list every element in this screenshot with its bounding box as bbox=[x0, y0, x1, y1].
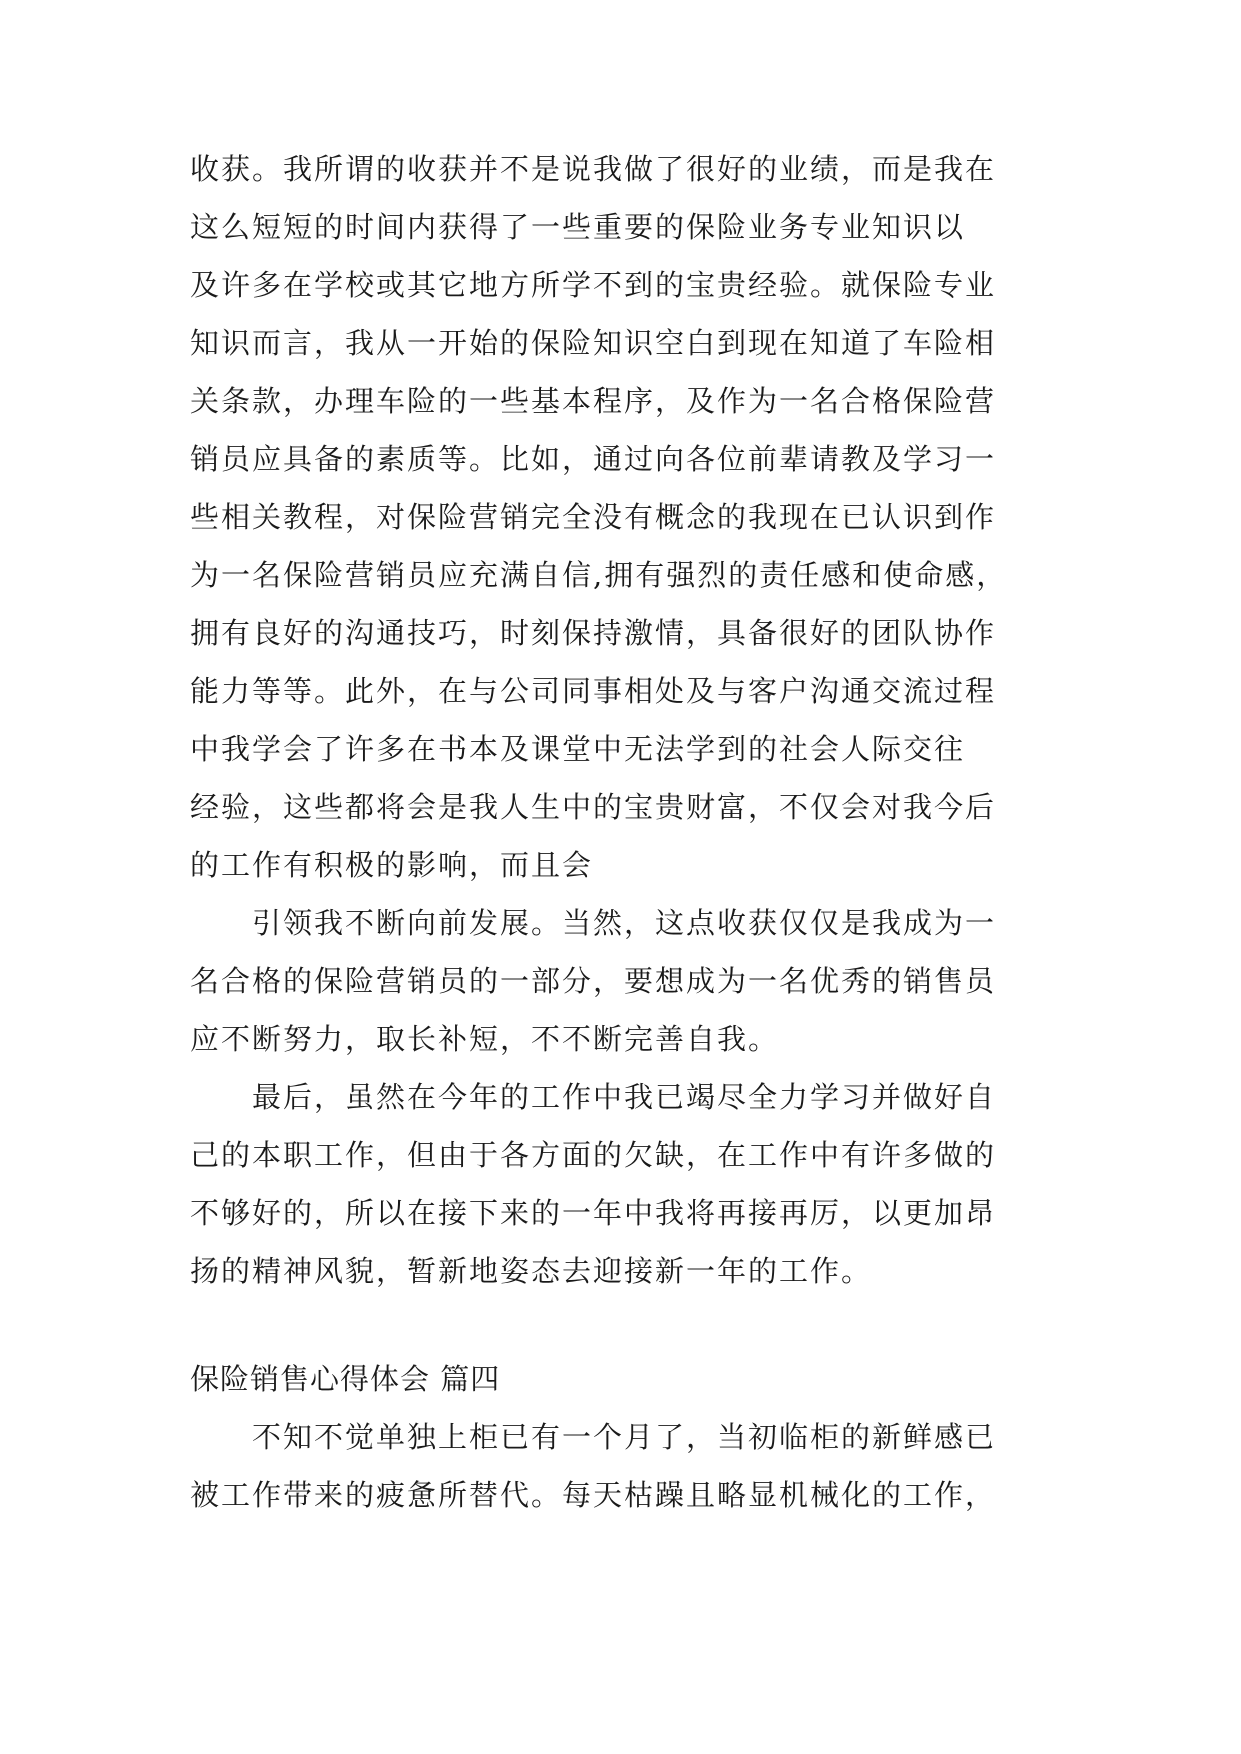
paragraph-line: 应不断努力，取长补短，不不断完善自我。 bbox=[190, 1022, 780, 1056]
paragraph-line: 不知不觉单独上柜已有一个月了，当初临柜的新鲜感已 bbox=[252, 1420, 997, 1454]
paragraph-line: 拥有良好的沟通技巧，时刻保持激情，具备很好的团队协作 bbox=[190, 616, 997, 650]
section-heading: 保险销售心得体会 篇四 bbox=[190, 1362, 501, 1396]
paragraph-line: 的工作有积极的影响，而且会 bbox=[190, 848, 594, 882]
paragraph-line: 这么短短的时间内获得了一些重要的保险业务专业知识以 bbox=[190, 210, 966, 244]
paragraph-line: 关条款，办理车险的一些基本程序，及作为一名合格保险营 bbox=[190, 384, 997, 418]
paragraph-line: 能力等等。此外，在与公司同事相处及与客户沟通交流过程 bbox=[190, 674, 997, 708]
paragraph-line: 被工作带来的疲惫所替代。每天枯躁且略显机械化的工作， bbox=[190, 1478, 997, 1512]
paragraph-line: 己的本职工作，但由于各方面的欠缺，在工作中有许多做的 bbox=[190, 1138, 997, 1172]
paragraph-line: 名合格的保险营销员的一部分，要想成为一名优秀的销售员 bbox=[190, 964, 997, 998]
paragraph-line: 收获。我所谓的收获并不是说我做了很好的业绩，而是我在 bbox=[190, 152, 997, 186]
paragraph-line: 中我学会了许多在书本及课堂中无法学到的社会人际交往 bbox=[190, 732, 966, 766]
paragraph-line: 销员应具备的素质等。比如，通过向各位前辈请教及学习一 bbox=[190, 442, 997, 476]
paragraph-line: 为一名保险营销员应充满自信,拥有强烈的责任感和使命感， bbox=[190, 558, 1008, 592]
paragraph-line: 及许多在学校或其它地方所学不到的宝贵经验。就保险专业 bbox=[190, 268, 997, 302]
paragraph-line: 引领我不断向前发展。当然，这点收获仅仅是我成为一 bbox=[252, 906, 997, 940]
paragraph-line: 经验，这些都将会是我人生中的宝贵财富，不仅会对我今后 bbox=[190, 790, 997, 824]
paragraph-line: 最后，虽然在今年的工作中我已竭尽全力学习并做好自 bbox=[252, 1080, 997, 1114]
paragraph-line: 些相关教程，对保险营销完全没有概念的我现在已认识到作 bbox=[190, 500, 997, 534]
paragraph-line: 扬的精神风貌，暂新地姿态去迎接新一年的工作。 bbox=[190, 1254, 873, 1288]
paragraph-line: 不够好的，所以在接下来的一年中我将再接再厉，以更加昂 bbox=[190, 1196, 997, 1230]
paragraph-line: 知识而言，我从一开始的保险知识空白到现在知道了车险相 bbox=[190, 326, 997, 360]
